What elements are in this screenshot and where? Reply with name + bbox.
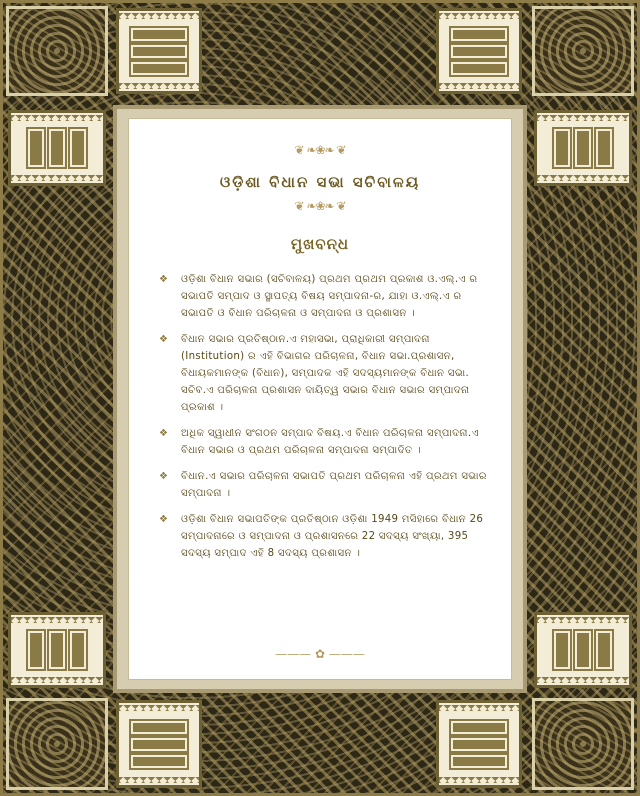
bottom-ornament: ——— ✿ ——— bbox=[275, 647, 365, 661]
window-panel-bottom-1 bbox=[116, 700, 202, 788]
list-item bbox=[159, 331, 489, 416]
list-item bbox=[159, 271, 489, 322]
window-panel-left-bottom bbox=[8, 612, 106, 688]
diamond-bullet-icon: ❖ bbox=[159, 471, 169, 482]
diamond-bullet-icon: ❖ bbox=[159, 334, 169, 345]
corner-panel-bottom-left bbox=[6, 698, 108, 790]
paragraph-text: ଓଡ଼ିଶା ବିଧାନ ସଭାର (ସଚିବାଳୟ) ପ୍ରଥମ ପ୍ରଥମ ପ୍ରକାଶ ଓ.ଏଲ୍.ଏ ର ସଭାପତି ସମ୍ପାଦ ଓ ସ୍ଥାପତ୍ୟ ବିଷୟ ସମ୍ପାଦନା-ର, ଯାହା ଓ.ଏଲ୍.ଏ ର ସଭାପତି ଓ ବିଧାନ ପରିଚାଳନା ଓ ସମ୍ପାଦନା ଓ ପ୍ରଶାସନ । bbox=[181, 274, 478, 319]
window-panel-top-1 bbox=[116, 8, 202, 94]
document-page bbox=[128, 118, 512, 680]
paragraph-text: ବିଧାନ.ଏ ସଭାର ପରିଚାଳନା ସଭାପତି ପ୍ରଥମ ପରିଚାଳନା ଏହି ପ୍ରଥମ ସଭାର ସମ୍ପାଦନା । bbox=[181, 471, 487, 499]
window-panel-right-top bbox=[534, 110, 632, 186]
top-ornament: ❦ ❧❀❧ ❦ bbox=[294, 143, 346, 157]
page-title: ଓଡ଼ିଶା ବିଧାନ ସଭା ସଚିବାଳୟ bbox=[219, 173, 421, 191]
diamond-bullet-icon: ❖ bbox=[159, 274, 169, 285]
window-panel-right-bottom bbox=[534, 612, 632, 688]
corner-panel-top-right bbox=[532, 6, 634, 96]
page-subtitle: ମୁଖବନ୍ଧ bbox=[290, 235, 350, 253]
paragraph-text: ବିଧାନ ସଭାର ପ୍ରତିଷ୍ଠାନ.ଏ ମହାସଭା, ପ୍ରାଧିକାରୀ ସମ୍ପାଦନା (Institution) ର ଏହି ବିଭାଗର ପରିଚାଳନା, ବିଧାନ ସଭା.ପ୍ରଶାସନ, ବିଧାୟକମାନଙ୍କ (ବିଧାନ), ସମ୍ପାଦକ ଏହି ସଦସ୍ୟମାନଙ୍କ ବିଧାନ ସଭା. ସଚିବ.ଏ ପରିଚାଳନା ପ୍ରଶାସନ ଦାୟିତ୍ୱ ସଭାର ବିଧାନ ସଭାର ସମ୍ପାଦନା ପ୍ରକାଶ । bbox=[181, 334, 470, 413]
paragraph-text: ଓଡ଼ିଶା ବିଧାନ ସଭାପତିଙ୍କ ପ୍ରତିଷ୍ଠାନ ଓଡ଼ିଶା 1949 ମସିହାରେ ବିଧାନ 26 ସମ୍ପାଦନାରେ ଓ ସମ୍ପାଦନା ଓ ପ୍ରଶାସନରେ 22 ସଦସ୍ୟ ସଂଖ୍ୟା, 395 ସଦସ୍ୟ ସମ୍ପାଦ ଏହି 8 ସଦସ୍ୟ ପ୍ରଶାସନ । bbox=[181, 514, 484, 559]
list-item bbox=[159, 468, 489, 502]
window-panel-top-2 bbox=[436, 8, 522, 94]
diamond-bullet-icon: ❖ bbox=[159, 514, 169, 525]
mid-ornament: ❦ ❧❀❧ ❦ bbox=[294, 199, 346, 213]
paragraph-text: ଅଧିକ ସ୍ୱାଧୀନ ସଂଗଠନ ସମ୍ପାଦ ବିଷୟ.ଏ ବିଧାନ ପରିଚାଳନା ସମ୍ପାଦନା.ଏ ବିଧାନ ସଭାର ଓ ପ୍ରଥମ ପରିଚାଳନା ସମ୍ପାଦନା ସମ୍ପାଦିତ । bbox=[181, 428, 479, 456]
diamond-bullet-icon: ❖ bbox=[159, 428, 169, 439]
list-item bbox=[159, 511, 489, 562]
corner-panel-top-left bbox=[6, 6, 108, 96]
paragraph-list bbox=[159, 271, 489, 571]
list-item bbox=[159, 425, 489, 459]
window-panel-bottom-2 bbox=[436, 700, 522, 788]
window-panel-left-top bbox=[8, 110, 106, 186]
corner-panel-bottom-right bbox=[532, 698, 634, 790]
